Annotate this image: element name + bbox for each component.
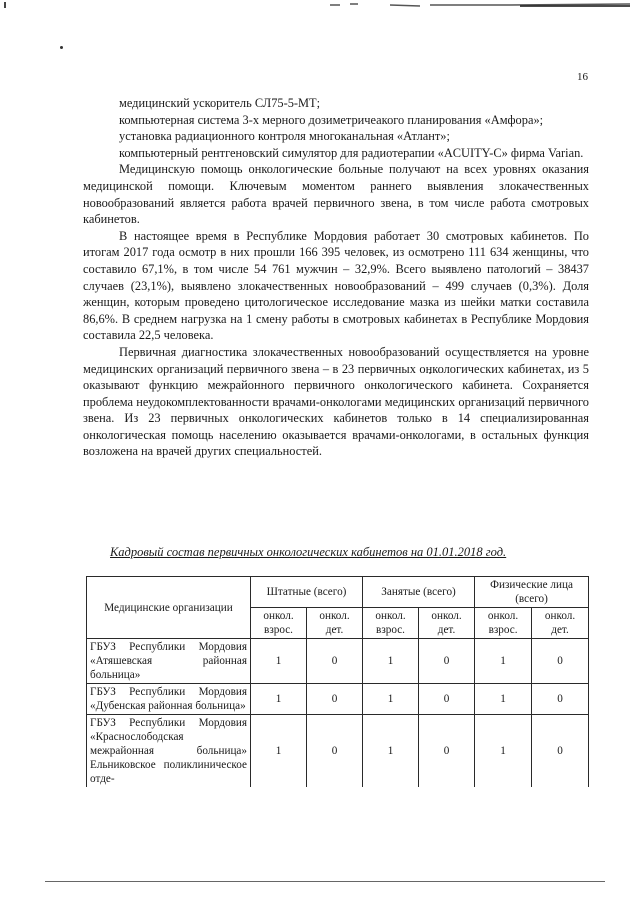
value-cell: 0 bbox=[532, 684, 589, 715]
paragraph: Медицинскую помощь онкологические больные получают на всех уровнях оказания медицинской помощи. Ключевым моментом раннего выявления злокачественных новообразований является работа врачей первичного звена, в том числе работа смотровых кабинетов. bbox=[83, 162, 589, 227]
value-cell: 0 bbox=[307, 684, 363, 715]
table-row bbox=[87, 715, 589, 788]
paragraph: компьютерный рентгеновский симулятор для радиотерапии «ACUITY-С» фирма Varian. bbox=[119, 145, 584, 160]
org-cell: ГБУЗ Республики Мордовия «Дубенская районная больница» bbox=[87, 684, 251, 715]
org-cell: ГБУЗ Республики Мордовия «Атяшевская районная больница» bbox=[87, 639, 251, 684]
scan-edge-artifact bbox=[45, 880, 605, 883]
paragraph: установка радиационного контроля многоканальная «Атлант»; bbox=[119, 129, 450, 144]
scan-dot bbox=[60, 46, 63, 49]
subheader-child: онкол. дет. bbox=[532, 608, 589, 639]
table-row bbox=[87, 684, 589, 715]
subheader-adult: онкол. взрос. bbox=[363, 608, 419, 639]
scan-edge-artifact bbox=[330, 2, 630, 8]
header-org: Медицинские организации bbox=[87, 577, 251, 639]
paragraph: В настоящее время в Республике Мордовия работает 30 смотровых кабинетов. По итогам 2017 года осмотр в них прошли 166 395 человек, из осмотрено 111 634 женщины, что составило 67,1%, в том числе 54 761 мужчин – 32,9%. Всего выявлено патологий – 38437 случаев (23,1%), выявлено злокачественных новообразований – 499 случаев (0,3%). Доля женщин, которым проведено цитологическое исследование мазка из шейки матки составила 86,6%. В среднем нагрузка на 1 смену работы в смотровых кабинетах в Республике Мордовия составила 22,5 человека. bbox=[83, 228, 589, 343]
paragraph: компьютерная система 3-х мерного дозиметричеакого планирования «Амфора»; bbox=[119, 112, 544, 127]
value-cell: 0 bbox=[419, 715, 475, 788]
table-caption: Кадровый состав первичных онкологических кабинетов на 01.01.2018 год. bbox=[110, 545, 507, 559]
value-cell: 0 bbox=[307, 715, 363, 788]
value-cell: 1 bbox=[475, 684, 532, 715]
value-cell: 1 bbox=[363, 684, 419, 715]
subheader-child: онкол. дет. bbox=[307, 608, 363, 639]
page-number: 16 bbox=[577, 71, 588, 83]
value-cell: 1 bbox=[363, 715, 419, 788]
scan-mark bbox=[4, 2, 6, 8]
staff-table bbox=[86, 576, 589, 787]
subheader-adult: онкол. взрос. bbox=[251, 608, 307, 639]
value-cell: 1 bbox=[363, 639, 419, 684]
subheader-child: онкол. дет. bbox=[419, 608, 475, 639]
value-cell: 0 bbox=[307, 639, 363, 684]
header-staff: Штатные (всего) bbox=[251, 577, 363, 608]
value-cell: 1 bbox=[251, 684, 307, 715]
value-cell: 1 bbox=[475, 639, 532, 684]
value-cell: 0 bbox=[532, 639, 589, 684]
table-row bbox=[87, 639, 589, 684]
value-cell: 0 bbox=[532, 715, 589, 788]
header-occupied: Занятые (всего) bbox=[363, 577, 475, 608]
paragraph: Первичная диагностика злокачественных новообразований осуществляется на уровне медицинских организаций первичного звена – в 23 первичных онкологических кабинетах, из 5 оказывают функцию межрайонного первичного онкологического кабинета. Сохраняется проблема неудокомплектованности врачами-онкологами медицинских организаций первичного звена. Из 23 первичных онкологических кабинетов только в 14 специализированная онкологическая помощь населению оказывается врачами-онкологами, в остальных функция возложена на врачей других специальностей. bbox=[83, 344, 589, 459]
subheader-adult: онкол. взрос. bbox=[475, 608, 532, 639]
org-cell: ГБУЗ Республики Мордовия «Краснослободская межрайонная больница» Ельниковское поликлиническое отде- bbox=[87, 715, 251, 788]
paragraph: медицинский ускоритель СЛ75-5-МТ; bbox=[119, 96, 321, 110]
header-physical: Физические лица (всего) bbox=[475, 577, 589, 608]
value-cell: 0 bbox=[419, 684, 475, 715]
value-cell: 0 bbox=[419, 639, 475, 684]
value-cell: 1 bbox=[251, 639, 307, 684]
value-cell: 1 bbox=[251, 715, 307, 788]
body-text bbox=[83, 95, 589, 460]
table-header-row bbox=[87, 577, 589, 608]
value-cell: 1 bbox=[475, 715, 532, 788]
